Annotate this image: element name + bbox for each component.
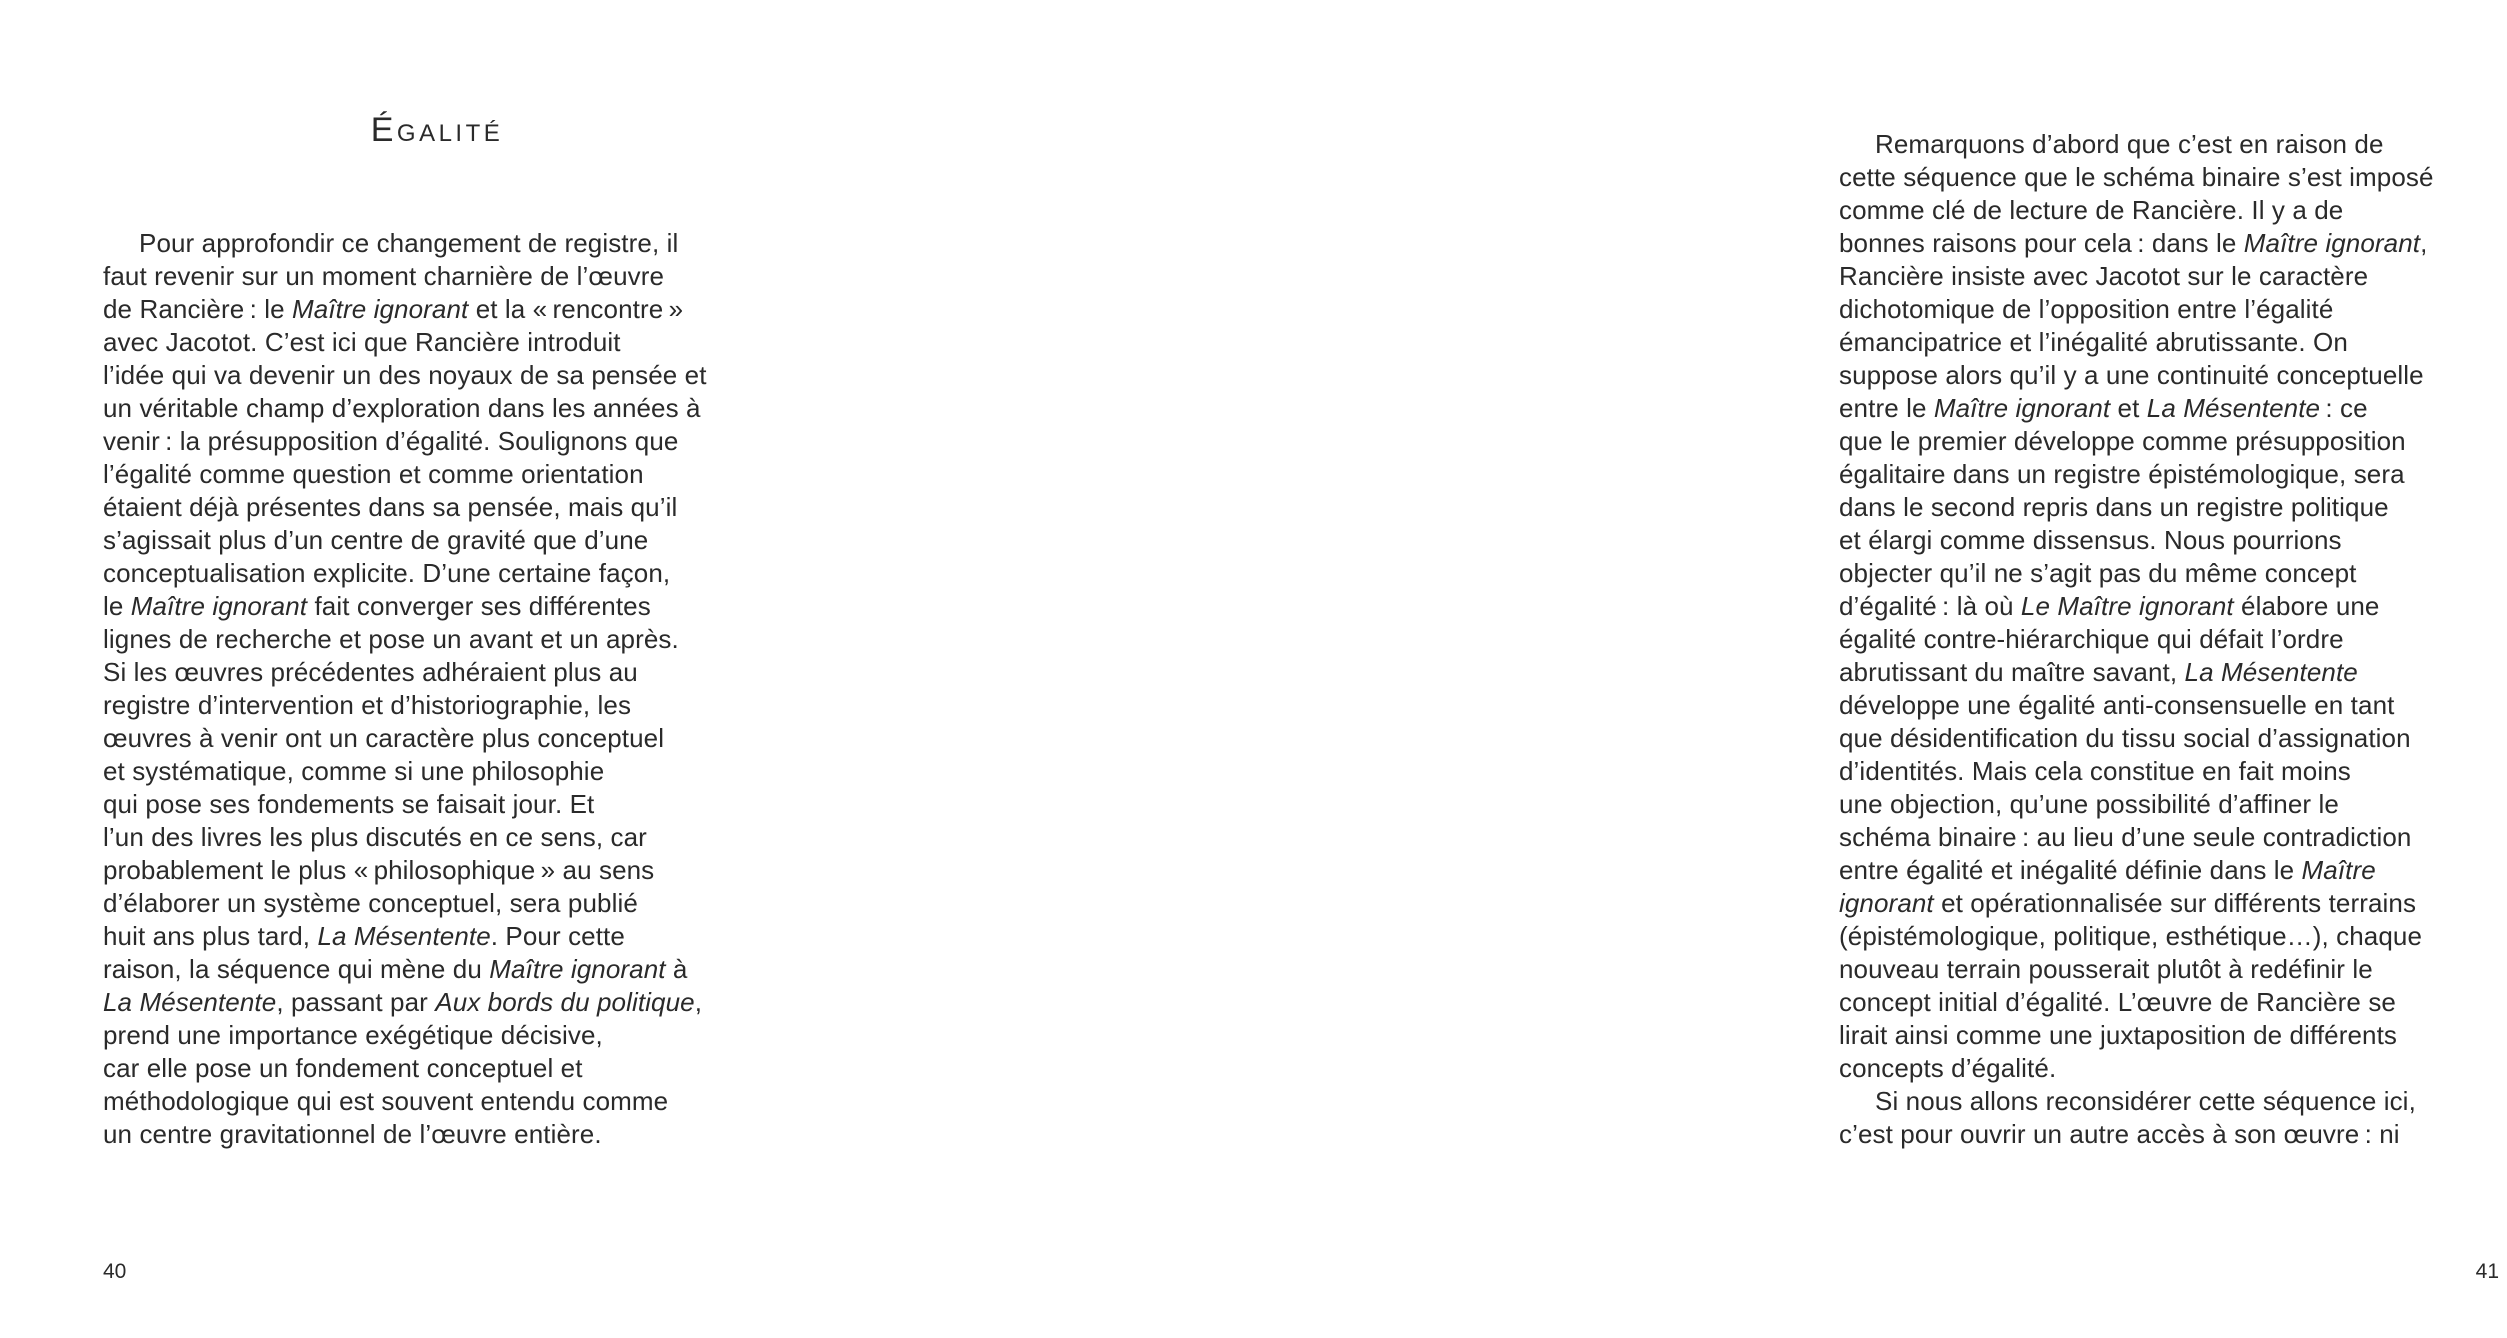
text-line <box>103 623 771 656</box>
text-segment: car elle pose un fondement conceptuel et <box>103 1053 583 1083</box>
text-segment: suppose alors qu’il y a une continuité conceptuelle <box>1839 360 2424 390</box>
text-line <box>103 854 771 887</box>
text-line <box>103 689 771 722</box>
text-segment: schéma binaire : au lieu d’une seule contradiction <box>1839 822 2412 852</box>
italic-text-segment: ignorant <box>1839 888 1934 918</box>
text-line <box>103 1118 771 1151</box>
text-segment: que le premier développe comme présupposition <box>1839 426 2406 456</box>
text-segment: Rancière insiste avec Jacotot sur le caractère <box>1839 261 2369 291</box>
text-segment: l’idée qui va devenir un des noyaux de sa pensée et <box>103 360 707 390</box>
text-segment: objecter qu’il ne s’agit pas du même concept <box>1839 558 2357 588</box>
left-page-text <box>103 227 771 1151</box>
text-segment: avec Jacotot. C’est ici que Rancière introduit <box>103 327 621 357</box>
text-segment: probablement le plus « philosophique » au sens <box>103 855 655 885</box>
text-segment: registre d’intervention et d’historiographie, les <box>103 690 632 720</box>
text-line <box>103 524 771 557</box>
italic-text-segment: La Mésentente <box>2146 393 2321 423</box>
text-line <box>1839 590 2507 623</box>
text-segment: l’égalité comme question et comme orientation <box>103 459 644 489</box>
text-line <box>103 425 771 458</box>
text-line <box>103 458 771 491</box>
text-segment: concept initial d’égalité. L’œuvre de Rancière se <box>1839 987 2396 1017</box>
italic-text-segment: La Mésentente <box>317 921 491 951</box>
text-line <box>1839 887 2507 920</box>
text-segment: (épistémologique, politique, esthétique…), chaque <box>1839 921 2423 951</box>
text-line <box>1839 161 2507 194</box>
text-segment: à <box>665 954 688 984</box>
text-line <box>103 557 771 590</box>
text-line <box>1839 293 2507 326</box>
italic-text-segment: Aux bords du politique <box>435 987 695 1017</box>
text-line <box>1839 326 2507 359</box>
italic-text-segment: Maître ignorant <box>1933 393 2111 423</box>
text-line <box>1839 260 2507 293</box>
text-segment: le <box>103 591 131 621</box>
chapter-title <box>103 108 771 159</box>
text-line <box>1839 557 2507 590</box>
text-segment: Si les œuvres précédentes adhéraient plus au <box>103 657 638 687</box>
text-segment: , passant par <box>276 987 436 1017</box>
text-line <box>103 953 771 986</box>
text-line <box>103 788 771 821</box>
text-segment: Remarquons d’abord que c’est en raison de <box>1875 129 2384 159</box>
italic-text-segment: Maître ignorant <box>292 294 469 324</box>
text-line <box>103 392 771 425</box>
text-line <box>103 887 771 920</box>
text-segment: , <box>694 987 703 1017</box>
text-line <box>1839 788 2507 821</box>
text-segment: : ce <box>2320 393 2368 423</box>
text-segment: lignes de recherche et pose un avant et un après. <box>103 624 679 654</box>
text-line <box>103 755 771 788</box>
right-page-text <box>1839 128 2507 1151</box>
text-line <box>103 656 771 689</box>
text-segment: et <box>2110 393 2147 423</box>
text-segment: bonnes raisons pour cela : dans le <box>1839 228 2244 258</box>
text-segment: Pour approfondir ce changement de registre, il <box>139 228 679 258</box>
text-line <box>1839 194 2507 227</box>
text-line <box>1839 821 2507 854</box>
text-line <box>1839 986 2507 1019</box>
text-segment: entre le <box>1839 393 1934 423</box>
text-segment: fait converger ses différentes <box>307 591 651 621</box>
text-line <box>1839 755 2507 788</box>
text-segment: de Rancière : le <box>103 294 293 324</box>
text-segment: concepts d’égalité. <box>1839 1053 2057 1083</box>
text-line <box>1839 1019 2507 1052</box>
page-number-right: 41 <box>2475 1260 2499 1283</box>
text-segment: œuvres à venir ont un caractère plus conceptuel <box>103 723 665 753</box>
text-line <box>103 920 771 953</box>
text-line <box>1839 458 2507 491</box>
text-line <box>1839 227 2507 260</box>
text-line <box>103 1019 771 1052</box>
text-segment: l’un des livres les plus discutés en ce sens, car <box>103 822 647 852</box>
text-segment: nouveau terrain pousserait plutôt à redéfinir le <box>1839 954 2373 984</box>
text-line <box>103 821 771 854</box>
text-segment: dichotomique de l’opposition entre l’égalité <box>1839 294 2334 324</box>
page-number-left: 40 <box>103 1260 127 1283</box>
text-line <box>1839 128 2507 161</box>
text-segment: . Pour cette <box>490 921 625 951</box>
text-line <box>1839 491 2507 524</box>
text-segment: Si nous allons reconsidérer cette séquence ici, <box>1875 1086 2416 1116</box>
text-segment: d’égalité : là où <box>1839 591 2021 621</box>
text-segment: et élargi comme dissensus. Nous pourrions <box>1839 525 2342 555</box>
text-line <box>1839 1085 2507 1118</box>
text-line <box>1839 425 2507 458</box>
italic-text-segment: Maître <box>2301 855 2376 885</box>
text-line <box>103 260 771 293</box>
text-line <box>1839 854 2507 887</box>
text-segment: égalitaire dans un registre épistémologique, sera <box>1839 459 2405 489</box>
right-page <box>866 0 2499 1338</box>
text-line <box>103 359 771 392</box>
italic-text-segment: Le Maître ignorant <box>2020 591 2234 621</box>
text-segment: et opérationnalisée sur différents terrains <box>1933 888 2417 918</box>
text-line <box>103 293 771 326</box>
text-line <box>103 1052 771 1085</box>
text-line <box>1839 623 2507 656</box>
text-segment: dans le second repris dans un registre politique <box>1839 492 2389 522</box>
text-line <box>103 491 771 524</box>
text-line <box>103 590 771 623</box>
text-segment: un centre gravitationnel de l’œuvre entière. <box>103 1119 602 1149</box>
chapter-title-rest: GALITÉ <box>396 120 504 147</box>
text-segment: raison, la séquence qui mène du <box>103 954 490 984</box>
text-line <box>1839 689 2507 722</box>
text-segment: d’élaborer un système conceptuel, sera publié <box>103 888 638 918</box>
italic-text-segment: Maître ignorant <box>489 954 666 984</box>
italic-text-segment: Maître ignorant <box>130 591 308 621</box>
text-line <box>103 986 771 1019</box>
text-segment: une objection, qu’une possibilité d’affiner le <box>1839 789 2339 819</box>
text-segment: un véritable champ d’exploration dans les années à <box>103 393 701 423</box>
text-segment: faut revenir sur un moment charnière de l’œuvre <box>103 261 665 291</box>
text-line <box>1839 1118 2507 1151</box>
text-segment: venir : la présupposition d’égalité. Soulignons que <box>103 426 679 456</box>
left-page <box>0 0 866 1338</box>
text-line <box>1839 359 2507 392</box>
text-segment: comme clé de lecture de Rancière. Il y a de <box>1839 195 2344 225</box>
text-line <box>103 326 771 359</box>
text-segment: lirait ainsi comme une juxtaposition de différents <box>1839 1020 2398 1050</box>
text-line <box>1839 953 2507 986</box>
text-segment: étaient déjà présentes dans sa pensée, mais qu’il <box>103 492 678 522</box>
text-segment: émancipatrice et l’inégalité abrutissante. On <box>1839 327 2348 357</box>
text-segment: et la « rencontre » <box>468 294 684 324</box>
text-line <box>1839 920 2507 953</box>
text-segment: prend une importance exégétique décisive, <box>103 1020 603 1050</box>
text-segment: qui pose ses fondements se faisait jour. Et <box>103 789 595 819</box>
text-line <box>1839 656 2507 689</box>
text-segment: élabore une <box>2233 591 2380 621</box>
text-segment: , <box>2420 228 2428 258</box>
text-line <box>103 722 771 755</box>
italic-text-segment: La Mésentente <box>103 987 277 1017</box>
text-segment: et systématique, comme si une philosophie <box>103 756 605 786</box>
text-segment: conceptualisation explicite. D’une certaine façon, <box>103 558 671 588</box>
text-line <box>1839 524 2507 557</box>
text-line <box>1839 1052 2507 1085</box>
italic-text-segment: La Mésentente <box>2184 657 2358 687</box>
text-line <box>1839 392 2507 425</box>
italic-text-segment: Maître ignorant <box>2243 228 2421 258</box>
text-line <box>103 1085 771 1118</box>
text-segment: entre égalité et inégalité définie dans le <box>1839 855 2302 885</box>
text-line <box>1839 722 2507 755</box>
text-segment: s’agissait plus d’un centre de gravité que d’une <box>103 525 649 555</box>
text-segment: d’identités. Mais cela constitue en fait moins <box>1839 756 2351 786</box>
text-segment: abrutissant du maître savant, <box>1839 657 2185 687</box>
text-segment: c’est pour ouvrir un autre accès à son œuvre : ni <box>1839 1119 2400 1149</box>
text-segment: huit ans plus tard, <box>103 921 318 951</box>
text-segment: méthodologique qui est souvent entendu comme <box>103 1086 669 1116</box>
chapter-title-initial: É <box>370 111 397 149</box>
text-segment: égalité contre-hiérarchique qui défait l’ordre <box>1839 624 2344 654</box>
text-line <box>103 227 771 260</box>
text-segment: cette séquence que le schéma binaire s’est imposé <box>1839 162 2434 192</box>
text-segment: que désidentification du tissu social d’assignation <box>1839 723 2411 753</box>
text-segment: développe une égalité anti-consensuelle en tant <box>1839 690 2395 720</box>
